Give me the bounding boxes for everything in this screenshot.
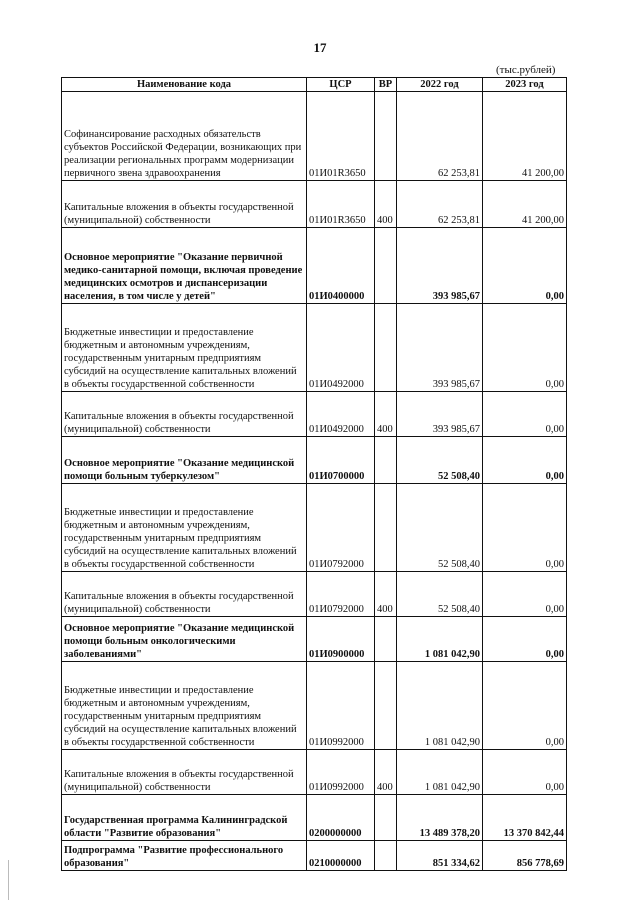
row-csr: 01И0792000: [307, 572, 375, 617]
table-row: [62, 304, 567, 392]
row-2023: 0,00: [483, 617, 567, 662]
row-2022: 52 508,40: [397, 484, 483, 572]
row-2023: 0,00: [483, 662, 567, 750]
header-row: [62, 78, 567, 92]
row-2023: 41 200,00: [483, 92, 567, 181]
row-2022: 62 253,81: [397, 181, 483, 228]
row-vr: [375, 304, 397, 392]
table-row: [62, 437, 567, 484]
row-vr: [375, 662, 397, 750]
row-csr: 01И0992000: [307, 750, 375, 795]
row-name: Основное мероприятие "Оказание медицинской помощи больным туберкулезом": [62, 437, 307, 484]
row-csr: 01И0400000: [307, 228, 375, 304]
row-name: Капитальные вложения в объекты государственной (муниципальной) собственности: [62, 572, 307, 617]
row-2022: 13 489 378,20: [397, 795, 483, 841]
row-2023: 856 778,69: [483, 841, 567, 871]
row-csr: 01И0992000: [307, 662, 375, 750]
row-vr: 400: [375, 750, 397, 795]
row-2022: 1 081 042,90: [397, 750, 483, 795]
header-vr: ВР: [375, 78, 397, 92]
row-2022: 1 081 042,90: [397, 662, 483, 750]
row-name: Государственная программа Калининградской области "Развитие образования": [62, 795, 307, 841]
row-name: Бюджетные инвестиции и предоставление бюджетным и автономным учреждениям, государственным унитарным предприятиям субсидий на осуществление капитальных вложений в объекты государственной собственности: [62, 662, 307, 750]
row-name: Основное мероприятие "Оказание первичной медико-санитарной помощи, включая проведение медицинских осмотров и диспансеризации населения, в том числе у детей": [62, 228, 307, 304]
row-2023: 0,00: [483, 750, 567, 795]
row-name: Софинансирование расходных обязательств субъектов Российской Федерации, возникающих при реализации региональных программ модернизации первичного звена здравоохранения: [62, 92, 307, 181]
row-2022: 1 081 042,90: [397, 617, 483, 662]
row-2022: 52 508,40: [397, 437, 483, 484]
row-csr: 01И0492000: [307, 392, 375, 437]
row-name: Капитальные вложения в объекты государственной (муниципальной) собственности: [62, 181, 307, 228]
row-name: Капитальные вложения в объекты государственной (муниципальной) собственности: [62, 392, 307, 437]
row-vr: [375, 92, 397, 181]
header-2022: 2022 год: [397, 78, 483, 92]
row-2022: 393 985,67: [397, 228, 483, 304]
row-csr: 01И0492000: [307, 304, 375, 392]
row-name: Капитальные вложения в объекты государственной (муниципальной) собственности: [62, 750, 307, 795]
table-row: [62, 228, 567, 304]
budget-table: [61, 77, 567, 871]
row-2023: 0,00: [483, 437, 567, 484]
row-2022: 851 334,62: [397, 841, 483, 871]
row-csr: 0210000000: [307, 841, 375, 871]
row-2023: 41 200,00: [483, 181, 567, 228]
row-vr: [375, 437, 397, 484]
row-vr: [375, 795, 397, 841]
table-row: [62, 617, 567, 662]
header-2023: 2023 год: [483, 78, 567, 92]
row-csr: 0200000000: [307, 795, 375, 841]
row-vr: [375, 484, 397, 572]
row-csr: 01И0700000: [307, 437, 375, 484]
row-2022: 62 253,81: [397, 92, 483, 181]
row-2023: 0,00: [483, 572, 567, 617]
header-name: Наименование кода: [62, 78, 307, 92]
row-2022: 393 985,67: [397, 392, 483, 437]
table-row: [62, 181, 567, 228]
row-csr: 01И0792000: [307, 484, 375, 572]
row-2023: 0,00: [483, 484, 567, 572]
table-row: [62, 795, 567, 841]
row-csr: 01И0900000: [307, 617, 375, 662]
row-csr: 01И01R3650: [307, 181, 375, 228]
table-row: [62, 841, 567, 871]
row-vr: [375, 617, 397, 662]
row-2023: 0,00: [483, 392, 567, 437]
row-name: Бюджетные инвестиции и предоставление бюджетным и автономным учреждениям, государственным унитарным предприятиям субсидий на осуществление капитальных вложений в объекты государственной собственности: [62, 484, 307, 572]
header-csr: ЦСР: [307, 78, 375, 92]
table-row: [62, 92, 567, 181]
table-row: [62, 392, 567, 437]
row-2023: 13 370 842,44: [483, 795, 567, 841]
row-vr: 400: [375, 392, 397, 437]
table-row: [62, 572, 567, 617]
row-vr: 400: [375, 572, 397, 617]
row-2023: 0,00: [483, 228, 567, 304]
table-row: [62, 750, 567, 795]
row-2023: 0,00: [483, 304, 567, 392]
scan-margin-line: [8, 860, 9, 900]
row-csr: 01И01R3650: [307, 92, 375, 181]
units-label: (тыс.рублей): [496, 64, 556, 76]
row-2022: 393 985,67: [397, 304, 483, 392]
row-vr: 400: [375, 181, 397, 228]
table-row: [62, 662, 567, 750]
row-2022: 52 508,40: [397, 572, 483, 617]
page-number: 17: [313, 40, 327, 55]
row-name: Основное мероприятие "Оказание медицинской помощи больным онкологическими заболеваниями": [62, 617, 307, 662]
row-name: Бюджетные инвестиции и предоставление бюджетным и автономным учреждениям, государственным унитарным предприятиям субсидий на осуществление капитальных вложений в объекты государственной собственности: [62, 304, 307, 392]
row-name: Подпрограмма "Развитие профессионального образования": [62, 841, 307, 871]
row-vr: [375, 228, 397, 304]
table-row: [62, 484, 567, 572]
row-vr: [375, 841, 397, 871]
